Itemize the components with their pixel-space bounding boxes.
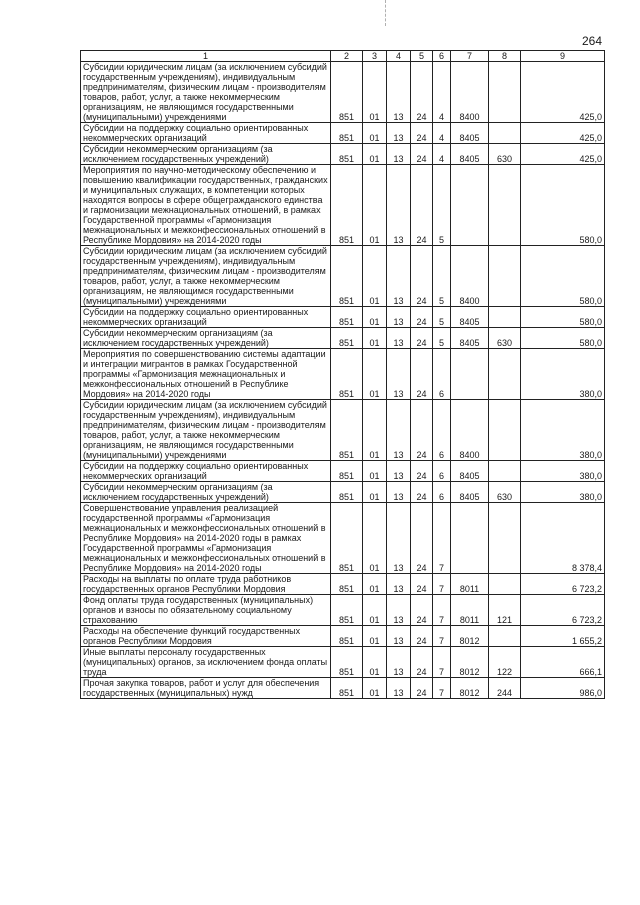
- row-code-cell: 851: [331, 595, 363, 626]
- row-code-cell: 13: [387, 400, 411, 461]
- row-amount-cell: 8 378,4: [521, 503, 605, 574]
- row-code-cell: 851: [331, 349, 363, 400]
- row-code-cell: 851: [331, 400, 363, 461]
- row-code-cell: 6: [433, 482, 451, 503]
- row-amount-cell: 666,1: [521, 647, 605, 678]
- row-code-cell: 851: [331, 123, 363, 144]
- row-code-cell: [489, 246, 521, 307]
- row-name-cell: Прочая закупка товаров, работ и услуг для обеспечения государственных (муниципальных) нужд: [81, 678, 331, 699]
- row-code-cell: 13: [387, 482, 411, 503]
- row-code-cell: 24: [411, 482, 433, 503]
- table-row: [81, 123, 605, 144]
- table-row: [81, 349, 605, 400]
- row-code-cell: 13: [387, 165, 411, 246]
- row-code-cell: 4: [433, 62, 451, 123]
- row-code-cell: 7: [433, 678, 451, 699]
- row-code-cell: 13: [387, 626, 411, 647]
- row-code-cell: [489, 349, 521, 400]
- row-code-cell: 24: [411, 144, 433, 165]
- row-code-cell: 24: [411, 349, 433, 400]
- table-row: [81, 482, 605, 503]
- row-code-cell: [489, 461, 521, 482]
- row-name-cell: Совершенствование управления реализацией государственной программы «Гармонизация межнациональных и межконфессиональных отношений в Республике Мордовия» на 2014-2020 годы в рамках Государственной программы «Гармонизация межнациональных и межконфессиональных отношений в Республике Мордовия» на 2014-2020 годы: [81, 503, 331, 574]
- table-row: [81, 400, 605, 461]
- row-code-cell: 851: [331, 678, 363, 699]
- row-code-cell: 8011: [451, 595, 489, 626]
- row-code-cell: 24: [411, 246, 433, 307]
- row-code-cell: 01: [363, 62, 387, 123]
- row-code-cell: 24: [411, 461, 433, 482]
- row-code-cell: 01: [363, 678, 387, 699]
- row-amount-cell: 580,0: [521, 307, 605, 328]
- row-code-cell: 6: [433, 461, 451, 482]
- row-code-cell: 24: [411, 165, 433, 246]
- row-code-cell: 01: [363, 647, 387, 678]
- row-code-cell: [489, 400, 521, 461]
- row-amount-cell: 380,0: [521, 461, 605, 482]
- row-name-cell: Субсидии некоммерческим организациям (за исключением государственных учреждений): [81, 328, 331, 349]
- row-code-cell: 01: [363, 328, 387, 349]
- row-code-cell: 13: [387, 144, 411, 165]
- row-code-cell: 851: [331, 307, 363, 328]
- row-code-cell: [489, 62, 521, 123]
- row-name-cell: Субсидии на поддержку социально ориентированных некоммерческих организаций: [81, 461, 331, 482]
- row-name-cell: Субсидии юридическим лицам (за исключением субсидий государственным учреждениям), индивидуальным предпринимателям, физическим лицам - производителям товаров, работ, услуг, а также некоммерческим организациям, не являющимся государственными (муниципальными) учреждениями: [81, 400, 331, 461]
- table-body: [81, 62, 605, 699]
- row-name-cell: Субсидии на поддержку социально ориентированных некоммерческих организаций: [81, 307, 331, 328]
- row-code-cell: 13: [387, 62, 411, 123]
- row-code-cell: 7: [433, 647, 451, 678]
- row-code-cell: 851: [331, 461, 363, 482]
- row-code-cell: 630: [489, 328, 521, 349]
- row-code-cell: [451, 349, 489, 400]
- row-name-cell: Мероприятия по совершенствованию системы адаптации и интеграции мигрантов в рамках Государственной программы «Гармонизация межнациональных и межконфессиональных отношений в Республике Мордовия» на 2014-2020 годы: [81, 349, 331, 400]
- row-code-cell: 851: [331, 503, 363, 574]
- row-code-cell: 6: [433, 349, 451, 400]
- header-cell: 3: [363, 51, 387, 62]
- row-code-cell: 5: [433, 307, 451, 328]
- row-name-cell: Субсидии юридическим лицам (за исключением субсидий государственным учреждениям), индивидуальным предпринимателям, физическим лицам - производителям товаров, работ, услуг, а также некоммерческим организациям, не являющимся государственными (муниципальными) учреждениями: [81, 246, 331, 307]
- row-code-cell: 7: [433, 595, 451, 626]
- row-code-cell: 01: [363, 503, 387, 574]
- table-row: [81, 595, 605, 626]
- header-cell: 9: [521, 51, 605, 62]
- row-code-cell: 630: [489, 144, 521, 165]
- row-code-cell: 13: [387, 307, 411, 328]
- page-number: 264: [582, 34, 603, 48]
- header-cell: 1: [81, 51, 331, 62]
- row-code-cell: 8012: [451, 647, 489, 678]
- row-name-cell: Субсидии юридическим лицам (за исключением субсидий государственным учреждениям), индивидуальным предпринимателям, физическим лицам - производителям товаров, работ, услуг, а также некоммерческим организациям, не являющимся государственными (муниципальными) учреждениями: [81, 62, 331, 123]
- row-code-cell: 851: [331, 62, 363, 123]
- row-code-cell: 24: [411, 678, 433, 699]
- row-code-cell: 8400: [451, 246, 489, 307]
- row-code-cell: 851: [331, 574, 363, 595]
- row-code-cell: 851: [331, 647, 363, 678]
- row-code-cell: 01: [363, 626, 387, 647]
- row-code-cell: 24: [411, 328, 433, 349]
- row-code-cell: 13: [387, 595, 411, 626]
- row-code-cell: 851: [331, 482, 363, 503]
- row-code-cell: 5: [433, 328, 451, 349]
- row-code-cell: 851: [331, 626, 363, 647]
- row-code-cell: 6: [433, 400, 451, 461]
- table-row: [81, 307, 605, 328]
- row-code-cell: 24: [411, 574, 433, 595]
- row-name-cell: Субсидии на поддержку социально ориентированных некоммерческих организаций: [81, 123, 331, 144]
- row-code-cell: 8405: [451, 328, 489, 349]
- header-cell: 2: [331, 51, 363, 62]
- row-name-cell: Субсидии некоммерческим организациям (за исключением государственных учреждений): [81, 144, 331, 165]
- row-code-cell: [451, 165, 489, 246]
- row-code-cell: 24: [411, 123, 433, 144]
- row-code-cell: 8405: [451, 144, 489, 165]
- row-code-cell: 13: [387, 647, 411, 678]
- row-code-cell: [489, 165, 521, 246]
- row-code-cell: 24: [411, 503, 433, 574]
- table-row: [81, 647, 605, 678]
- row-code-cell: 01: [363, 461, 387, 482]
- row-code-cell: 8012: [451, 678, 489, 699]
- row-code-cell: [489, 307, 521, 328]
- row-code-cell: 8405: [451, 461, 489, 482]
- row-code-cell: [489, 574, 521, 595]
- row-code-cell: 7: [433, 503, 451, 574]
- row-amount-cell: 380,0: [521, 400, 605, 461]
- row-amount-cell: 580,0: [521, 246, 605, 307]
- row-amount-cell: 986,0: [521, 678, 605, 699]
- row-code-cell: 630: [489, 482, 521, 503]
- row-code-cell: 13: [387, 461, 411, 482]
- row-name-cell: Расходы на выплаты по оплате труда работников государственных органов Республики Мордовия: [81, 574, 331, 595]
- table-row: [81, 62, 605, 123]
- fold-mark: [385, 0, 386, 26]
- row-code-cell: 24: [411, 400, 433, 461]
- row-code-cell: 24: [411, 647, 433, 678]
- header-cell: 8: [489, 51, 521, 62]
- row-code-cell: 13: [387, 678, 411, 699]
- row-amount-cell: 580,0: [521, 328, 605, 349]
- header-cell: 7: [451, 51, 489, 62]
- row-code-cell: 8405: [451, 482, 489, 503]
- row-amount-cell: 6 723,2: [521, 595, 605, 626]
- row-code-cell: 8405: [451, 123, 489, 144]
- table-row: [81, 328, 605, 349]
- row-code-cell: 24: [411, 307, 433, 328]
- row-code-cell: 01: [363, 165, 387, 246]
- table-row: [81, 574, 605, 595]
- table-row: [81, 461, 605, 482]
- row-code-cell: 7: [433, 626, 451, 647]
- row-code-cell: 8012: [451, 626, 489, 647]
- row-code-cell: [489, 503, 521, 574]
- row-code-cell: 8400: [451, 62, 489, 123]
- row-amount-cell: 425,0: [521, 144, 605, 165]
- row-code-cell: 13: [387, 246, 411, 307]
- row-code-cell: 851: [331, 246, 363, 307]
- row-code-cell: 851: [331, 328, 363, 349]
- row-amount-cell: 425,0: [521, 62, 605, 123]
- row-code-cell: 01: [363, 574, 387, 595]
- row-code-cell: 01: [363, 595, 387, 626]
- row-code-cell: 8405: [451, 307, 489, 328]
- row-code-cell: 5: [433, 246, 451, 307]
- row-code-cell: 01: [363, 144, 387, 165]
- table-row: [81, 144, 605, 165]
- row-code-cell: 13: [387, 503, 411, 574]
- row-amount-cell: 380,0: [521, 482, 605, 503]
- row-name-cell: Расходы на обеспечение функций государственных органов Республики Мордовия: [81, 626, 331, 647]
- row-code-cell: 01: [363, 349, 387, 400]
- row-code-cell: 13: [387, 328, 411, 349]
- row-name-cell: Иные выплаты персоналу государственных (муниципальных) органов, за исключением фонда оплаты труда: [81, 647, 331, 678]
- header-cell: 6: [433, 51, 451, 62]
- row-amount-cell: 425,0: [521, 123, 605, 144]
- row-amount-cell: 380,0: [521, 349, 605, 400]
- table-row: [81, 503, 605, 574]
- row-amount-cell: 1 655,2: [521, 626, 605, 647]
- row-code-cell: 01: [363, 123, 387, 144]
- row-amount-cell: 6 723,2: [521, 574, 605, 595]
- row-name-cell: Фонд оплаты труда государственных (муниципальных) органов и взносы по обязательному социальному страхованию: [81, 595, 331, 626]
- row-code-cell: 5: [433, 165, 451, 246]
- table-row: [81, 678, 605, 699]
- row-code-cell: 24: [411, 626, 433, 647]
- row-code-cell: 7: [433, 574, 451, 595]
- row-code-cell: 13: [387, 349, 411, 400]
- row-code-cell: 851: [331, 165, 363, 246]
- row-name-cell: Субсидии некоммерческим организациям (за исключением государственных учреждений): [81, 482, 331, 503]
- row-code-cell: [489, 123, 521, 144]
- row-code-cell: [489, 626, 521, 647]
- row-code-cell: 01: [363, 400, 387, 461]
- row-code-cell: 13: [387, 574, 411, 595]
- row-name-cell: Мероприятия по научно-методическому обеспечению и повышению квалификации государственных, гражданских и муниципальных служащих, в компетенции которых находятся вопросы в сфере общегражданского единства и гармонизации межнациональных отношений, в рамках Государственной программы «Гармонизация межнациональных и межконфессиональных отношений в Республике Мордовия» на 2014-2020 годы: [81, 165, 331, 246]
- row-code-cell: [451, 503, 489, 574]
- row-code-cell: 24: [411, 595, 433, 626]
- row-code-cell: 244: [489, 678, 521, 699]
- row-code-cell: 01: [363, 246, 387, 307]
- row-code-cell: 01: [363, 307, 387, 328]
- row-code-cell: 4: [433, 144, 451, 165]
- header-row: [81, 51, 605, 62]
- row-code-cell: 01: [363, 482, 387, 503]
- row-code-cell: 122: [489, 647, 521, 678]
- table-row: [81, 246, 605, 307]
- row-code-cell: 13: [387, 123, 411, 144]
- budget-table: [80, 50, 605, 699]
- row-code-cell: 24: [411, 62, 433, 123]
- row-code-cell: 8011: [451, 574, 489, 595]
- table-row: [81, 626, 605, 647]
- row-code-cell: 121: [489, 595, 521, 626]
- table-row: [81, 165, 605, 246]
- row-code-cell: 851: [331, 144, 363, 165]
- row-code-cell: 4: [433, 123, 451, 144]
- header-cell: 4: [387, 51, 411, 62]
- row-amount-cell: 580,0: [521, 165, 605, 246]
- header-cell: 5: [411, 51, 433, 62]
- row-code-cell: 8400: [451, 400, 489, 461]
